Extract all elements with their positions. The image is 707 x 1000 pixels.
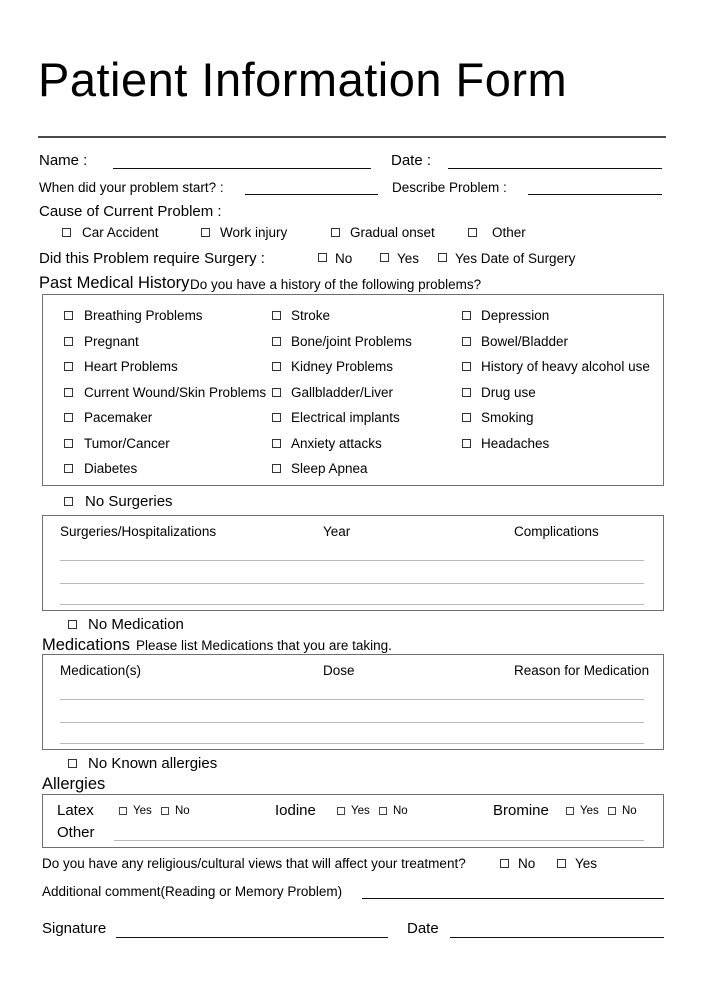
checkbox-pmh-pregnant[interactable]	[64, 337, 73, 346]
problem-start-label: When did your problem start? :	[39, 180, 224, 195]
surgeries-column-header-1: Year	[323, 524, 351, 539]
checkbox-pmh-headaches[interactable]	[462, 439, 471, 448]
allergy-label-iodine: Iodine	[275, 802, 316, 819]
pmh-col1-label-2: Heart Problems	[84, 359, 178, 374]
checkbox-pmh-anxiety-attacks[interactable]	[272, 439, 281, 448]
pmh-col3-label-3: Drug use	[481, 385, 536, 400]
pmh-col2-label-3: Gallbladder/Liver	[291, 385, 394, 400]
problem-start-input[interactable]	[245, 194, 378, 195]
cause-option-label-2: Gradual onset	[350, 225, 435, 240]
pmh-col2-label-0: Stroke	[291, 308, 331, 323]
religious-views-question: Do you have any religious/cultural views that will affect your treatment?	[42, 856, 466, 871]
allergy-label-latex: Latex	[57, 802, 94, 819]
page-title: Patient Information Form	[38, 53, 568, 106]
checkbox-cause-car-accident[interactable]	[62, 228, 71, 237]
checkbox-religious-views-no[interactable]	[500, 859, 509, 868]
checkbox-cause-work-injury[interactable]	[201, 228, 210, 237]
date-label: Date :	[391, 152, 432, 169]
cause-option-label-1: Work injury	[220, 225, 288, 240]
surgeries-write-in-row-2[interactable]	[60, 604, 644, 605]
checkbox-pmh-diabetes[interactable]	[64, 464, 73, 473]
header-divider	[38, 136, 666, 138]
surgeries-write-in-row-0[interactable]	[60, 560, 644, 561]
footer-date-input[interactable]	[450, 937, 664, 938]
checkbox-allergy-latex-no[interactable]	[161, 807, 169, 815]
signature-label: Signature	[42, 920, 107, 937]
pmh-col1-label-4: Pacemaker	[84, 410, 153, 425]
pmh-col1-label-3: Current Wound/Skin Problems	[84, 385, 267, 400]
pmh-col3-label-5: Headaches	[481, 436, 550, 451]
checkbox-pmh-depression[interactable]	[462, 311, 471, 320]
pmh-col2-label-1: Bone/joint Problems	[291, 334, 412, 349]
cause-option-label-3: Other	[492, 225, 526, 240]
medications-subheading: Please list Medications that you are taking.	[136, 638, 392, 653]
name-label: Name :	[39, 152, 88, 169]
checkbox-pmh-kidney-problems[interactable]	[272, 362, 281, 371]
checkbox-religious-views-yes[interactable]	[557, 859, 566, 868]
pmh-col3-label-4: Smoking	[481, 410, 534, 425]
additional-comment-label: Additional comment(Reading or Memory Problem)	[42, 884, 343, 899]
pmh-col3-label-2: History of heavy alcohol use	[481, 359, 650, 374]
no-surgeries-label: No Surgeries	[85, 493, 173, 510]
checkbox-pmh-pacemaker[interactable]	[64, 413, 73, 422]
cause-option-label-0: Car Accident	[82, 225, 159, 240]
religious-views-option-1: Yes	[575, 856, 598, 871]
pmh-col2-label-5: Anxiety attacks	[291, 436, 382, 451]
checkbox-pmh-smoking[interactable]	[462, 413, 471, 422]
signature-input[interactable]	[116, 937, 388, 938]
checkbox-pmh-sleep-apnea[interactable]	[272, 464, 281, 473]
pmh-col2-label-6: Sleep Apnea	[291, 461, 368, 476]
allergy-latex-yes-label: Yes	[133, 805, 152, 817]
surgeries-column-header-2: Complications	[514, 524, 599, 539]
pmh-col2-label-4: Electrical implants	[291, 410, 400, 425]
checkbox-pmh-current-wound-skin-problems[interactable]	[64, 388, 73, 397]
medications-write-in-row-2[interactable]	[60, 743, 644, 744]
no-known-allergies-label: No Known allergies	[88, 755, 218, 772]
checkbox-no-known-allergies[interactable]	[68, 759, 77, 768]
surgery-option-label-2: Yes Date of Surgery	[455, 251, 576, 266]
checkbox-pmh-history-of-heavy-alcohol-use[interactable]	[462, 362, 471, 371]
checkbox-pmh-bowel-bladder[interactable]	[462, 337, 471, 346]
surgeries-write-in-row-1[interactable]	[60, 583, 644, 584]
medications-write-in-row-1[interactable]	[60, 722, 644, 723]
checkbox-no-medication[interactable]	[68, 620, 77, 629]
allergy-bromine-no-label: No	[622, 805, 637, 817]
checkbox-pmh-gallbladder-liver[interactable]	[272, 388, 281, 397]
pmh-col3-label-0: Depression	[481, 308, 550, 323]
checkbox-pmh-tumor-cancer[interactable]	[64, 439, 73, 448]
checkbox-pmh-electrical-implants[interactable]	[272, 413, 281, 422]
require-surgery-label: Did this Problem require Surgery :	[39, 250, 265, 267]
checkbox-surgery-yes-date[interactable]	[438, 253, 447, 262]
allergies-heading: Allergies	[42, 775, 106, 793]
checkbox-no-surgeries[interactable]	[64, 497, 73, 506]
allergy-label-bromine: Bromine	[493, 802, 549, 819]
allergy-other-input[interactable]	[114, 840, 644, 841]
no-medication-label: No Medication	[88, 616, 184, 633]
religious-views-option-0: No	[518, 856, 536, 871]
describe-problem-input[interactable]	[528, 194, 662, 195]
allergy-iodine-no-label: No	[393, 805, 408, 817]
checkbox-allergy-latex-yes[interactable]	[119, 807, 127, 815]
describe-problem-label: Describe Problem :	[392, 180, 507, 195]
checkbox-cause-other[interactable]	[468, 228, 477, 237]
checkbox-pmh-drug-use[interactable]	[462, 388, 471, 397]
checkbox-cause-gradual-onset[interactable]	[331, 228, 340, 237]
surgery-option-label-1: Yes	[397, 251, 420, 266]
surgeries-column-header-0: Surgeries/Hospitalizations	[60, 524, 217, 539]
checkbox-allergy-iodine-no[interactable]	[379, 807, 387, 815]
pmh-col1-label-1: Pregnant	[84, 334, 139, 349]
checkbox-allergy-iodine-yes[interactable]	[337, 807, 345, 815]
allergy-other-label: Other	[57, 824, 95, 841]
medications-write-in-row-0[interactable]	[60, 699, 644, 700]
medications-column-header-1: Dose	[323, 663, 355, 678]
checkbox-pmh-breathing-problems[interactable]	[64, 311, 73, 320]
surgery-option-label-0: No	[335, 251, 353, 266]
date-input[interactable]	[448, 168, 662, 169]
pmh-col2-label-2: Kidney Problems	[291, 359, 394, 374]
past-medical-history-heading: Past Medical History	[39, 274, 190, 292]
checkbox-allergy-bromine-no[interactable]	[608, 807, 616, 815]
checkbox-surgery-yes[interactable]	[380, 253, 389, 262]
allergy-bromine-yes-label: Yes	[580, 805, 599, 817]
checkbox-allergy-bromine-yes[interactable]	[566, 807, 574, 815]
allergy-latex-no-label: No	[175, 805, 190, 817]
pmh-col1-label-6: Diabetes	[84, 461, 138, 476]
checkbox-surgery-no[interactable]	[318, 253, 327, 262]
past-medical-history-subheading: Do you have a history of the following problems?	[190, 277, 482, 292]
pmh-col3-label-1: Bowel/Bladder	[481, 334, 569, 349]
checkbox-pmh-bone-joint-problems[interactable]	[272, 337, 281, 346]
pmh-col1-label-5: Tumor/Cancer	[84, 436, 170, 451]
medications-column-header-2: Reason for Medication	[514, 663, 650, 678]
additional-comment-input[interactable]	[362, 898, 664, 899]
pmh-col1-label-0: Breathing Problems	[84, 308, 203, 323]
checkbox-pmh-heart-problems[interactable]	[64, 362, 73, 371]
allergy-iodine-yes-label: Yes	[351, 805, 370, 817]
medications-column-header-0: Medication(s)	[60, 663, 142, 678]
cause-of-problem-label: Cause of Current Problem :	[39, 203, 222, 220]
medications-heading: Medications	[42, 636, 131, 654]
name-input[interactable]	[113, 168, 371, 169]
footer-date-label: Date	[407, 920, 439, 937]
checkbox-pmh-stroke[interactable]	[272, 311, 281, 320]
